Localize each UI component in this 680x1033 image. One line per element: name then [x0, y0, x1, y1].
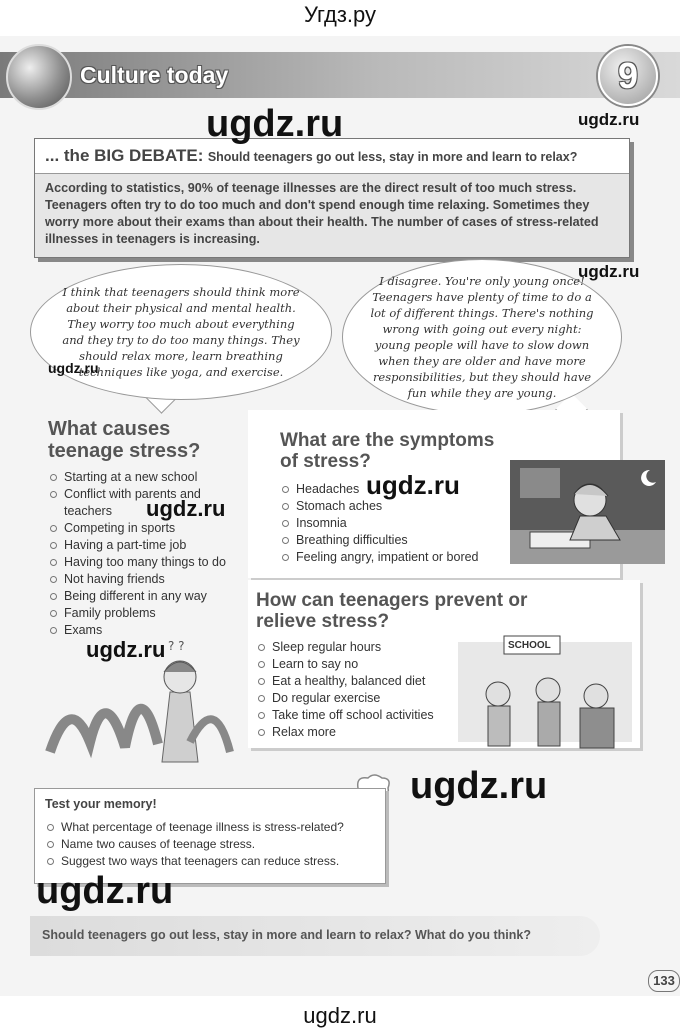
list-item: Breathing difficulties [280, 532, 479, 549]
school-sign: SCHOOL [508, 640, 551, 651]
unit-number-badge: 9 [598, 46, 658, 106]
list-item-continuation: teachers [64, 504, 112, 518]
watermark: ugdz.ru [578, 110, 640, 129]
debate-title-prefix: ... the BIG DEBATE: [45, 146, 204, 165]
opinion-right-text: I disagree. You're only young once! Teenagers have plenty of time to do a lot of different things. There's nothing wrong with going out every night: young people will have to slow down when they are older and have more responsibilities, but they should have fun while they are young. [370, 274, 594, 400]
prevent-list [256, 639, 434, 741]
globe-icon [6, 44, 72, 110]
watermark: ugdz.ru [86, 637, 166, 662]
prevent-heading-line1: How can teenagers prevent or [256, 590, 528, 611]
list-item: Headaches [280, 481, 479, 498]
list-item: Feeling angry, impatient or bored [280, 549, 479, 566]
list-item: Stomach aches [280, 498, 479, 515]
list-item: Competing in sports [48, 520, 226, 537]
list-item: Insomnia [280, 515, 479, 532]
causes-heading-line1: What causes [48, 418, 171, 440]
list-item: Being different in any way [48, 588, 226, 605]
list-item: Learn to say no [256, 656, 434, 673]
watermark: ugdz.ru [48, 360, 99, 376]
page-number: 133 [648, 970, 680, 992]
test-questions [45, 819, 344, 870]
opinion-bubble-left [30, 264, 332, 400]
watermark: ugdz.ru [206, 103, 344, 145]
watermark: ugdz.ru [366, 470, 460, 500]
list-item: Sleep regular hours [256, 639, 434, 656]
debate-box [34, 138, 630, 258]
site-footer: ugdz.ru [303, 1003, 377, 1028]
discussion-bar [30, 916, 600, 956]
debate-body: According to statistics, 90% of teenage illnesses are the direct result of too much stress. Teenagers often try to do too much and don't spend enough time relaxing. Sometimes they worry more about their exams than about their health. The number of cases of stress-related illnesses in teenagers is increasing. [35, 174, 629, 257]
prevent-heading [256, 590, 527, 632]
list-item: Relax more [256, 724, 434, 741]
site-title: Угдз.ру [303, 2, 377, 27]
list-item: Not having friends [48, 571, 226, 588]
list-item: Starting at a new school [48, 469, 226, 486]
list-item: Family problems [48, 605, 226, 622]
causes-heading [48, 418, 200, 462]
opinion-left-text: I think that teenagers should think more about their physical and mental health. They worry too much about everything and they try to do too many things. They should relax more, learn breathing techniques like yoga, and exercise. [62, 285, 300, 379]
list-item: Eat a healthy, balanced diet [256, 673, 434, 690]
test-title: Test your memory! [45, 797, 157, 811]
prevent-heading-line2: relieve stress? [256, 611, 390, 632]
watermark: ugdz.ru [410, 765, 548, 807]
list-item: Having a part-time job [48, 537, 226, 554]
studying-girl-illustration [510, 460, 665, 564]
opinion-bubble-right [342, 259, 622, 415]
list-item: Exams [48, 622, 226, 639]
list-item: What percentage of teenage illness is stress-related? [45, 819, 344, 836]
debate-title-question: Should teenagers go out less, stay in more and learn to relax? [207, 150, 578, 164]
symptoms-heading-line1: What are the symptoms [280, 430, 495, 451]
causes-heading-line2: teenage stress? [48, 440, 201, 462]
watermark: ugdz.ru [146, 496, 226, 521]
list-item: Take time off school activities [256, 707, 434, 724]
list-item: Having too many things to do [48, 554, 226, 571]
discussion-question: Should teenagers go out less, stay in more and learn to relax? What do you think? [42, 928, 531, 942]
causes-list [48, 469, 226, 639]
school-protest-illustration [458, 632, 632, 772]
section-title: Culture today [80, 62, 229, 88]
svg-text:? ?: ? ? [168, 639, 185, 653]
list-item: Conflict with parents and [48, 486, 226, 503]
watermark: ugdz.ru [36, 870, 174, 912]
symptoms-heading-line2: of stress? [280, 451, 371, 472]
list-item: Do regular exercise [256, 690, 434, 707]
symptoms-heading [280, 430, 494, 472]
list-item: Name two causes of teenage stress. [45, 836, 344, 853]
list-item: Suggest two ways that teenagers can reduce stress. [45, 853, 344, 870]
watermark: ugdz.ru [578, 262, 640, 281]
